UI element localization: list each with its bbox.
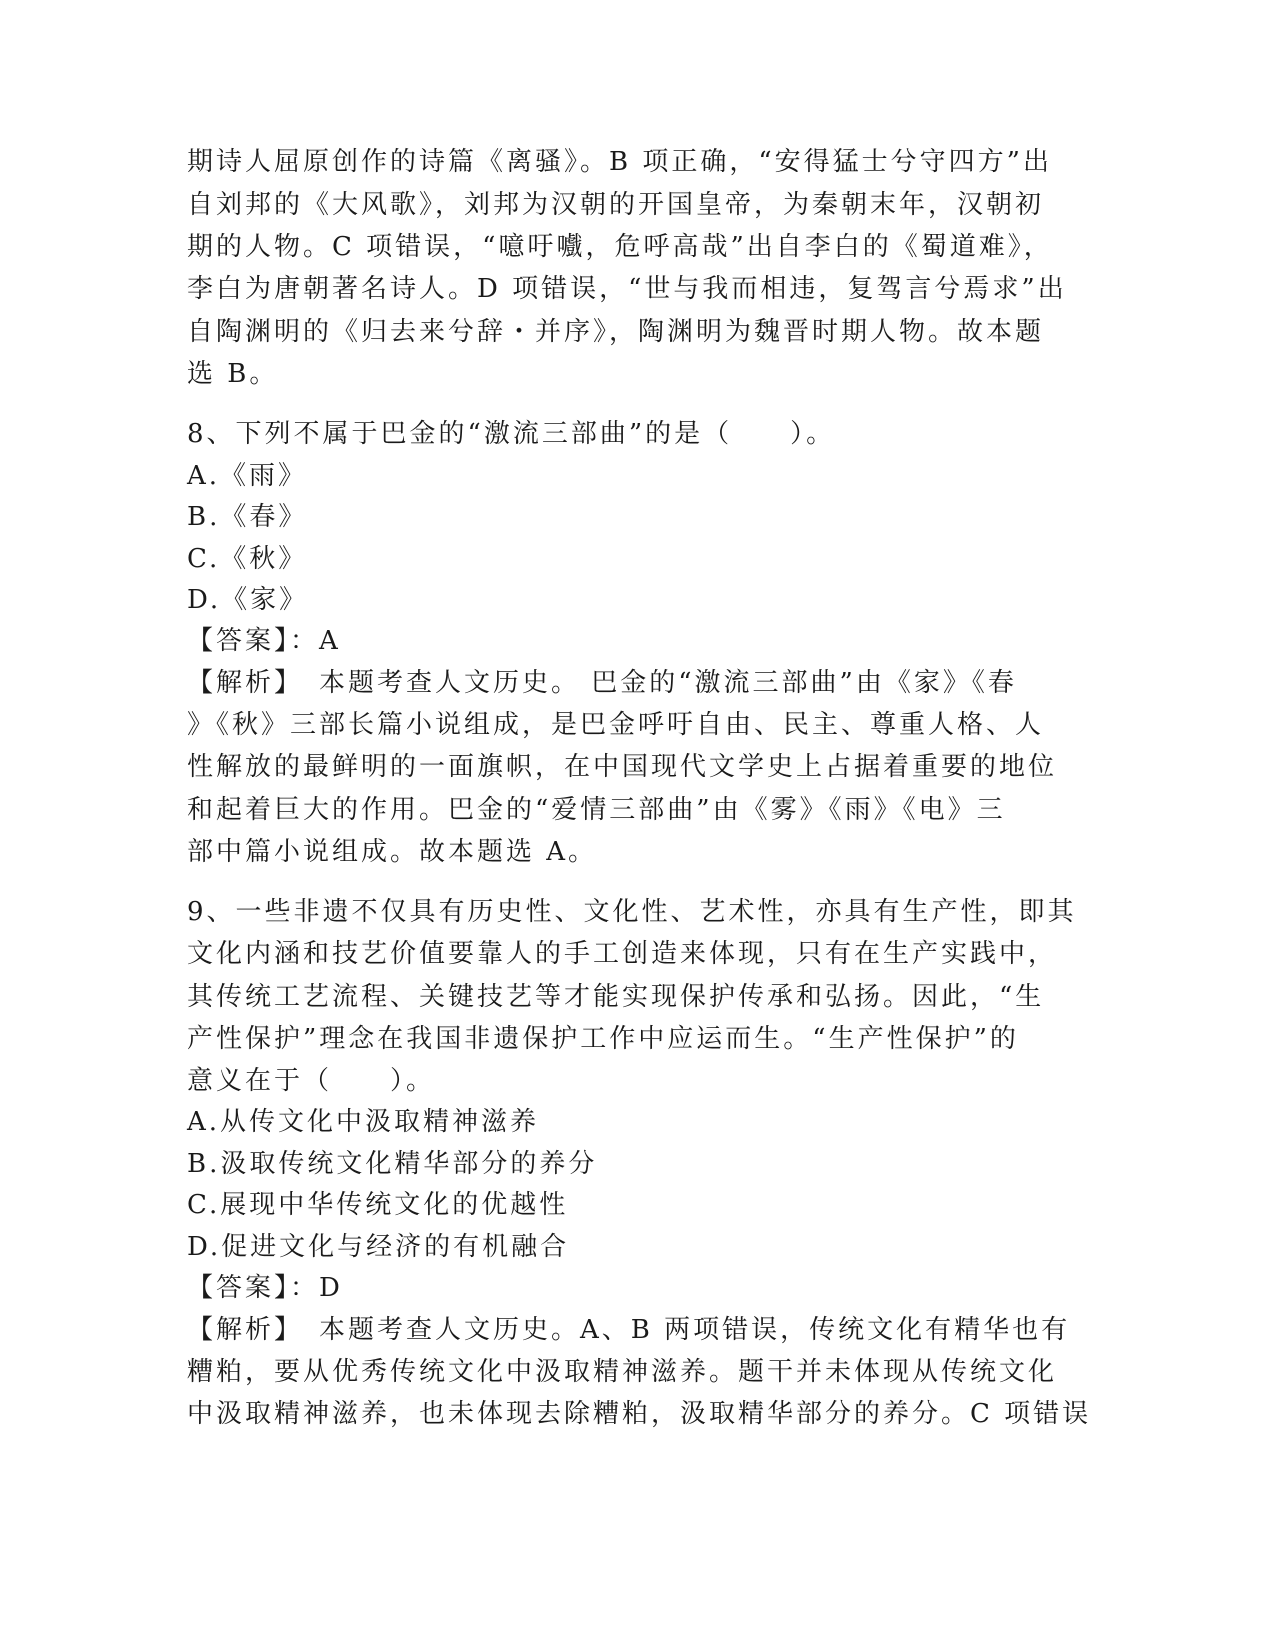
q8-explanation-line: 和起着巨大的作用。巴金的“爱情三部曲”由《雾》《雨》《电》三 bbox=[187, 795, 1006, 825]
q9-explanation-line: 【解析】 本题考查人文历史。A、B 两项错误，传统文化有精华也有 bbox=[187, 1315, 1071, 1345]
q9-option-b: B.汲取传统文化精华部分的养分 bbox=[187, 1149, 598, 1179]
q8-explanation-line: 【解析】 本题考查人文历史。 巴金的“激流三部曲”由《家》《春 bbox=[187, 668, 1017, 698]
q9-answer: 【答案】：D bbox=[187, 1273, 343, 1303]
q9-stem-line: 其传统工艺流程、关键技艺等才能实现保护传承和弘扬。因此，“生 bbox=[187, 982, 1045, 1012]
q8-option-c: C.《秋》 bbox=[187, 544, 308, 574]
q8-explanation-line: 性解放的最鲜明的一面旗帜，在中国现代文学史上占据着重要的地位 bbox=[187, 752, 1058, 782]
q9-stem-line: 意义在于（ ）。 bbox=[187, 1066, 436, 1096]
q9-explanation-line: 中汲取精神滋养，也未体现去除糟粕，汲取精华部分的养分。C 项错误 bbox=[187, 1399, 1092, 1429]
q8-explanation-line: 部中篇小说组成。故本题选 A。 bbox=[187, 837, 598, 867]
q9-stem-line: 产性保护”理念在我国非遗保护工作中应运而生。“生产性保护”的 bbox=[187, 1024, 1019, 1054]
q8-stem: 8、下列不属于巴金的“激流三部曲”的是（ ）。 bbox=[187, 419, 836, 449]
prev-explanation-line: 选 B。 bbox=[187, 359, 279, 389]
prev-explanation-line: 李白为唐朝著名诗人。D 项错误，“世与我而相违，复驾言兮焉求”出 bbox=[187, 274, 1067, 304]
prev-explanation-line: 自陶渊明的《归去来兮辞・并序》，陶渊明为魏晋时期人物。故本题 bbox=[187, 317, 1045, 347]
q9-stem-line: 文化内涵和技艺价值要靠人的手工创造来体现，只有在生产实践中， bbox=[187, 939, 1058, 969]
prev-explanation-line: 自刘邦的《大风歌》，刘邦为汉朝的开国皇帝，为秦朝末年，汉朝初 bbox=[187, 190, 1045, 220]
q8-option-b: B.《春》 bbox=[187, 502, 308, 532]
q8-option-a: A.《雨》 bbox=[187, 461, 308, 491]
q9-explanation-line: 糟粕，要从优秀传统文化中汲取精神滋养。题干并未体现从传统文化 bbox=[187, 1357, 1058, 1387]
q8-answer: 【答案】：A bbox=[187, 626, 341, 656]
prev-explanation-line: 期的人物。C 项错误，“噫吁嚱，危呼高哉”出自李白的《蜀道难》， bbox=[187, 232, 1053, 262]
q9-option-a: A.从传文化中汲取精神滋养 bbox=[187, 1107, 540, 1137]
q9-option-d: D.促进文化与经济的有机融合 bbox=[187, 1232, 570, 1262]
q8-option-d: D.《家》 bbox=[187, 585, 309, 615]
prev-explanation-line: 期诗人屈原创作的诗篇《离骚》。B 项正确，“安得猛士兮守四方”出 bbox=[187, 147, 1052, 177]
q9-stem-line: 9、一些非遗不仅具有历史性、文化性、艺术性，亦具有生产性，即其 bbox=[187, 897, 1077, 927]
q9-option-c: C.展现中华传统文化的优越性 bbox=[187, 1190, 569, 1220]
q8-explanation-line: 》《秋》三部长篇小说组成，是巴金呼吁自由、民主、尊重人格、人 bbox=[187, 710, 1045, 740]
